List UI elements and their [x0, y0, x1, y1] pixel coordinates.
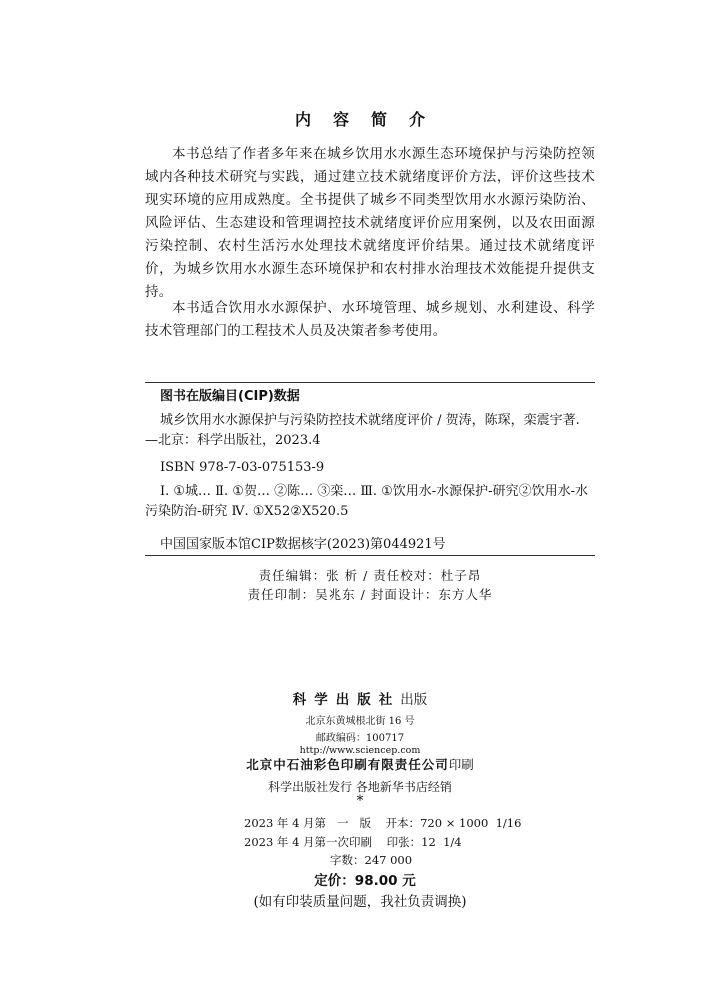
credits-production: 责任印制：吴兆东 / 封面设计：东方人华 — [247, 587, 493, 602]
intro-paragraph-2: 本书适合饮用水水源保护、水环境管理、城乡规划、水利建设、科学技术管理部门的工程技术人员及决策者参考使用。 — [145, 300, 595, 339]
postal-code: 邮政编码：100717 — [315, 733, 405, 744]
publisher-address: 北京东黄城根北街 16 号 — [305, 716, 415, 727]
cip-classification: Ⅰ. ①城… Ⅱ. ①贺… ②陈… ③栾… Ⅲ. ①饮用水-水源保护-研究②饮用水-水污染防治-研究 Ⅳ. ①X52②X520.5 — [145, 484, 588, 519]
credits-editors: 责任编辑：张 析 / 责任校对：杜子昂 — [258, 568, 482, 583]
printer-line — [0, 755, 720, 773]
cip-bottom-rule — [145, 555, 595, 556]
separator-star: * — [356, 793, 364, 809]
distribution-line: 科学出版社发行 各地新华书店经销 — [268, 780, 452, 794]
publisher-suffix: 出版 — [400, 692, 428, 708]
cip-top-rule — [145, 382, 595, 383]
price: 定价：98.00 元 — [314, 873, 416, 889]
printer-name: 北京中石油彩色印刷有限责任公司 — [246, 757, 449, 772]
intro-paragraph-1: 本书总结了作者多年来在城乡饮用水水源生态环境保护与污染防控领域内各种技术研究与实践，通过建立技术就绪度评价方法，评价这些技术现实环境的应用成熟度。全书提供了城乡不同类型饮用水水源污染防治、风险评估、生态建设和管理调控技术就绪度评价应用案例，以及农田面源污染控制、农村生活污水处理技术就绪度评价结果。通过技术就绪度评价，为城乡饮用水水源生态环境保护和农村排水治理技术效能提升提供支持。 — [145, 146, 595, 300]
cip-title-entry: 城乡饮用水水源保护与污染防控技术就绪度评价 / 贺涛，陈琛，栾震宇著. —北京：科学出版社，2023.4 — [145, 413, 580, 448]
cip-heading: 图书在版编目(CIP)数据 — [160, 389, 300, 404]
publisher-url: http://www.sciencep.com — [299, 745, 421, 756]
cip-record-number: 中国国家版本馆CIP数据核字(2023)第044921号 — [160, 537, 446, 552]
word-count: 字数：247 000 — [330, 853, 413, 867]
printer-suffix: 印刷 — [448, 757, 474, 772]
intro-title: 内容简介 — [294, 110, 447, 129]
edition-info: 2023 年 4 月第 一 版 开本：720 × 1000 1/16 — [244, 816, 522, 830]
quality-notice: (如有印装质量问题，我社负责调换) — [253, 894, 467, 910]
printing-info: 2023 年 4 月第一次印刷 印张：12 1/4 — [244, 835, 462, 849]
cip-isbn: ISBN 978-7-03-075153-9 — [160, 460, 325, 475]
publisher-name: 科学出版社 — [292, 692, 401, 708]
publisher-line — [0, 688, 720, 708]
